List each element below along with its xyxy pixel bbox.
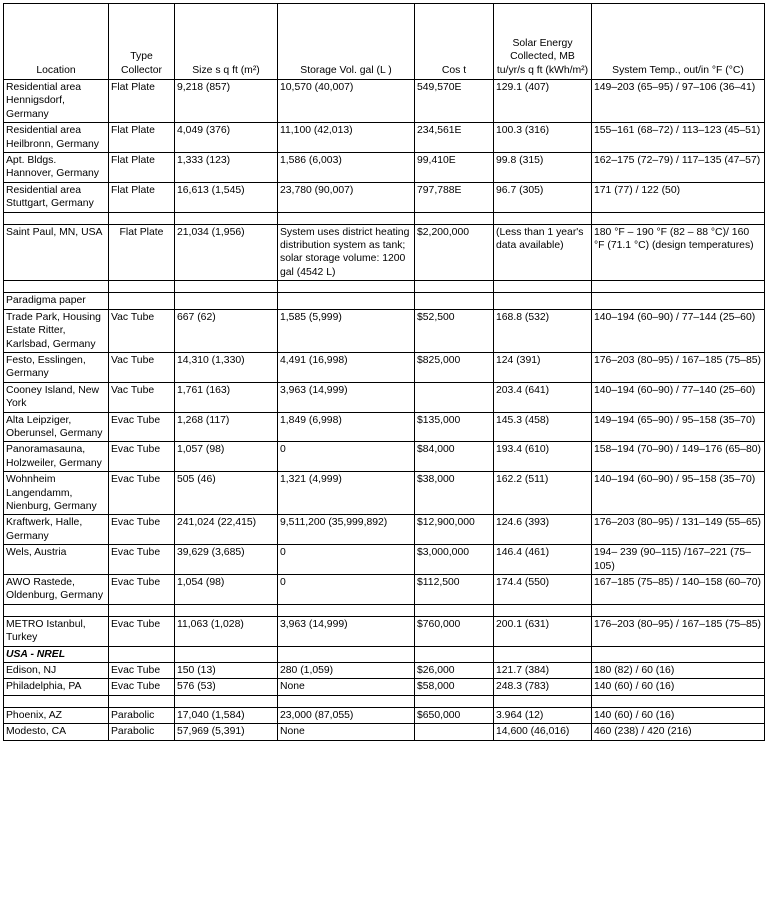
cell-size: 667 (62) [175,309,278,352]
cell-system-temp: 180 °F – 190 °F (82 – 88 °C)/ 160 °F (71.1 °C) (design temperatures) [592,224,765,281]
cell-solar-energy: 168.8 (532) [494,309,592,352]
table-row [4,679,765,695]
cell-cost: 234,561E [415,123,494,153]
cell-size: 1,057 (98) [175,442,278,472]
cell-storage-volume: System uses district heating distribution system as tank; solar storage volume: 1200 gal (4542 L) [278,224,415,281]
spacer-row [4,212,765,224]
cell-solar-energy: 162.2 (511) [494,472,592,515]
spacer-row [4,695,765,707]
empty-cell [278,281,415,293]
table-header-row [4,4,765,80]
cell-cost: $52,500 [415,309,494,352]
cell-size: 241,024 (22,415) [175,515,278,545]
empty-cell [494,604,592,616]
section-row [4,646,765,662]
cell-storage-volume: 10,570 (40,007) [278,80,415,123]
cell-location: AWO Rastede, Oldenburg, Germany [4,575,109,605]
empty-cell [278,695,415,707]
cell-location: METRO Istanbul, Turkey [4,616,109,646]
cell-type-collector: Vac Tube [109,382,175,412]
empty-cell [592,293,765,309]
cell-system-temp: 158–194 (70–90) / 149–176 (65–80) [592,442,765,472]
cell-system-temp: 176–203 (80–95) / 167–185 (75–85) [592,352,765,382]
cell-type-collector: Parabolic [109,707,175,723]
empty-cell [494,293,592,309]
cell-location: Trade Park, Housing Estate Ritter, Karlsbad, Germany [4,309,109,352]
empty-cell [415,212,494,224]
cell-size: 505 (46) [175,472,278,515]
cell-type-collector: Flat Plate [109,153,175,183]
table-row [4,352,765,382]
cell-size: 4,049 (376) [175,123,278,153]
empty-cell [592,604,765,616]
header-location: Location [4,4,109,80]
cell-storage-volume: 1,849 (6,998) [278,412,415,442]
empty-cell [278,604,415,616]
cell-size: 576 (53) [175,679,278,695]
cell-solar-energy: 96.7 (305) [494,182,592,212]
empty-cell [592,212,765,224]
table-row [4,442,765,472]
table-row [4,515,765,545]
table-body [4,80,765,741]
cell-system-temp: 167–185 (75–85) / 140–158 (60–70) [592,575,765,605]
cell-storage-volume: 1,585 (5,999) [278,309,415,352]
header-system-temp: System Temp., out/in °F (°C) [592,4,765,80]
cell-storage-volume: 4,491 (16,998) [278,352,415,382]
cell-type-collector: Evac Tube [109,412,175,442]
empty-cell [109,281,175,293]
cell-location: Philadelphia, PA [4,679,109,695]
empty-cell [175,212,278,224]
cell-type-collector: Flat Plate [109,182,175,212]
table-row [4,123,765,153]
cell-size: 1,761 (163) [175,382,278,412]
cell-cost: $26,000 [415,663,494,679]
empty-cell [494,695,592,707]
table-row [4,575,765,605]
cell-storage-volume: 0 [278,545,415,575]
cell-system-temp: 176–203 (80–95) / 167–185 (75–85) [592,616,765,646]
cell-cost: 797,788E [415,182,494,212]
cell-type-collector: Evac Tube [109,616,175,646]
cell-size: 9,218 (857) [175,80,278,123]
cell-storage-volume: None [278,724,415,740]
empty-cell [415,293,494,309]
cell-location: Wohnheim Langendamm, Nienburg, Germany [4,472,109,515]
cell-type-collector: Evac Tube [109,472,175,515]
cell-size: 21,034 (1,956) [175,224,278,281]
cell-size: 17,040 (1,584) [175,707,278,723]
empty-cell [109,646,175,662]
cell-cost: $650,000 [415,707,494,723]
cell-location: Modesto, CA [4,724,109,740]
empty-cell [494,281,592,293]
empty-cell [175,646,278,662]
cell-solar-energy: 248.3 (783) [494,679,592,695]
table-row [4,182,765,212]
empty-cell [592,281,765,293]
empty-cell [415,604,494,616]
empty-cell [109,293,175,309]
cell-location: Kraftwerk, Halle, Germany [4,515,109,545]
empty-cell [109,604,175,616]
table-row [4,545,765,575]
empty-cell [415,646,494,662]
spacer-row [4,281,765,293]
cell-storage-volume: 23,000 (87,055) [278,707,415,723]
cell-type-collector: Evac Tube [109,442,175,472]
cell-cost [415,724,494,740]
solar-systems-table [3,3,765,741]
spacer-row [4,604,765,616]
empty-cell [592,646,765,662]
empty-cell [592,695,765,707]
cell-solar-energy: 200.1 (631) [494,616,592,646]
header-size: Size s q ft (m²) [175,4,278,80]
cell-system-temp: 171 (77) / 122 (50) [592,182,765,212]
section-row [4,293,765,309]
cell-system-temp: 162–175 (72–79) / 117–135 (47–57) [592,153,765,183]
cell-type-collector: Vac Tube [109,309,175,352]
cell-cost: $12,900,000 [415,515,494,545]
empty-cell [109,695,175,707]
cell-cost: $84,000 [415,442,494,472]
cell-cost: $760,000 [415,616,494,646]
cell-size: 1,268 (117) [175,412,278,442]
cell-storage-volume: 1,586 (6,003) [278,153,415,183]
cell-system-temp: 140–194 (60–90) / 77–144 (25–60) [592,309,765,352]
cell-cost: $135,000 [415,412,494,442]
cell-type-collector: Parabolic [109,724,175,740]
cell-solar-energy: 129.1 (407) [494,80,592,123]
cell-location: Saint Paul, MN, USA [4,224,109,281]
empty-cell [4,212,109,224]
cell-cost: $38,000 [415,472,494,515]
cell-system-temp: 140–194 (60–90) / 95–158 (35–70) [592,472,765,515]
cell-size: 16,613 (1,545) [175,182,278,212]
cell-system-temp: 140–194 (60–90) / 77–140 (25–60) [592,382,765,412]
cell-solar-energy: 99.8 (315) [494,153,592,183]
cell-size: 150 (13) [175,663,278,679]
cell-type-collector: Evac Tube [109,545,175,575]
header-storage-volume: Storage Vol. gal (L ) [278,4,415,80]
cell-size: 11,063 (1,028) [175,616,278,646]
section-label: USA - NREL [4,646,109,662]
cell-type-collector: Evac Tube [109,575,175,605]
table-row [4,663,765,679]
empty-cell [415,695,494,707]
cell-system-temp: 140 (60) / 60 (16) [592,707,765,723]
cell-location: Residential area Stuttgart, Germany [4,182,109,212]
cell-storage-volume: 280 (1,059) [278,663,415,679]
empty-cell [175,695,278,707]
cell-system-temp: 180 (82) / 60 (16) [592,663,765,679]
cell-cost: $825,000 [415,352,494,382]
table-row [4,412,765,442]
empty-cell [4,695,109,707]
cell-size: 39,629 (3,685) [175,545,278,575]
cell-size: 14,310 (1,330) [175,352,278,382]
section-label: Paradigma paper [4,293,109,309]
cell-system-temp: 149–203 (65–95) / 97–106 (36–41) [592,80,765,123]
cell-cost: $3,000,000 [415,545,494,575]
cell-location: Phoenix, AZ [4,707,109,723]
cell-type-collector: Flat Plate [109,224,175,281]
cell-system-temp: 176–203 (80–95) / 131–149 (55–65) [592,515,765,545]
empty-cell [4,604,109,616]
cell-location: Edison, NJ [4,663,109,679]
cell-type-collector: Evac Tube [109,679,175,695]
cell-solar-energy: 14,600 (46,016) [494,724,592,740]
cell-cost: $2,200,000 [415,224,494,281]
cell-cost: $58,000 [415,679,494,695]
table-row [4,80,765,123]
cell-cost [415,382,494,412]
cell-location: Wels, Austria [4,545,109,575]
cell-location: Festo, Esslingen, Germany [4,352,109,382]
empty-cell [278,212,415,224]
empty-cell [175,281,278,293]
cell-type-collector: Evac Tube [109,515,175,545]
cell-solar-energy: 3.964 (12) [494,707,592,723]
cell-location: Panoramasauna, Holzweiler, Germany [4,442,109,472]
cell-cost: 549,570E [415,80,494,123]
cell-solar-energy: 174.4 (550) [494,575,592,605]
cell-solar-energy: (Less than 1 year's data available) [494,224,592,281]
table-row [4,224,765,281]
cell-storage-volume: 9,511,200 (35,999,892) [278,515,415,545]
cell-system-temp: 460 (238) / 420 (216) [592,724,765,740]
cell-storage-volume: 1,321 (4,999) [278,472,415,515]
empty-cell [494,212,592,224]
cell-solar-energy: 146.4 (461) [494,545,592,575]
cell-location: Apt. Bldgs. Hannover, Germany [4,153,109,183]
cell-location: Alta Leipziger, Oberunsel, Germany [4,412,109,442]
cell-size: 57,969 (5,391) [175,724,278,740]
cell-location: Residential area Heilbronn, Germany [4,123,109,153]
empty-cell [278,293,415,309]
table-row [4,153,765,183]
cell-size: 1,333 (123) [175,153,278,183]
cell-type-collector: Vac Tube [109,352,175,382]
cell-solar-energy: 145.3 (458) [494,412,592,442]
cell-cost: 99,410E [415,153,494,183]
empty-cell [278,646,415,662]
cell-solar-energy: 121.7 (384) [494,663,592,679]
cell-storage-volume: None [278,679,415,695]
cell-storage-volume: 0 [278,442,415,472]
document-page [3,3,765,741]
table-row [4,472,765,515]
empty-cell [175,604,278,616]
empty-cell [494,646,592,662]
header-cost: Cos t [415,4,494,80]
cell-solar-energy: 193.4 (610) [494,442,592,472]
cell-type-collector: Evac Tube [109,663,175,679]
cell-solar-energy: 124.6 (393) [494,515,592,545]
empty-cell [4,281,109,293]
cell-solar-energy: 203.4 (641) [494,382,592,412]
header-solar-energy: Solar Energy Collected, MB tu/yr/s q ft (kWh/m²) [494,4,592,80]
cell-storage-volume: 23,780 (90,007) [278,182,415,212]
header-type-collector: Type Collector [109,4,175,80]
cell-storage-volume: 0 [278,575,415,605]
cell-solar-energy: 100.3 (316) [494,123,592,153]
cell-location: Residential area Hennigsdorf, Germany [4,80,109,123]
cell-storage-volume: 11,100 (42,013) [278,123,415,153]
cell-system-temp: 155–161 (68–72) / 113–123 (45–51) [592,123,765,153]
cell-cost: $112,500 [415,575,494,605]
table-row [4,707,765,723]
table-row [4,616,765,646]
cell-storage-volume: 3,963 (14,999) [278,382,415,412]
table-row [4,309,765,352]
empty-cell [109,212,175,224]
cell-system-temp: 140 (60) / 60 (16) [592,679,765,695]
empty-cell [415,281,494,293]
cell-storage-volume: 3,963 (14,999) [278,616,415,646]
cell-location: Cooney Island, New York [4,382,109,412]
empty-cell [175,293,278,309]
table-row [4,382,765,412]
cell-solar-energy: 124 (391) [494,352,592,382]
table-row [4,724,765,740]
cell-type-collector: Flat Plate [109,123,175,153]
cell-size: 1,054 (98) [175,575,278,605]
cell-system-temp: 149–194 (65–90) / 95–158 (35–70) [592,412,765,442]
cell-system-temp: 194– 239 (90–115) /167–221 (75–105) [592,545,765,575]
cell-type-collector: Flat Plate [109,80,175,123]
